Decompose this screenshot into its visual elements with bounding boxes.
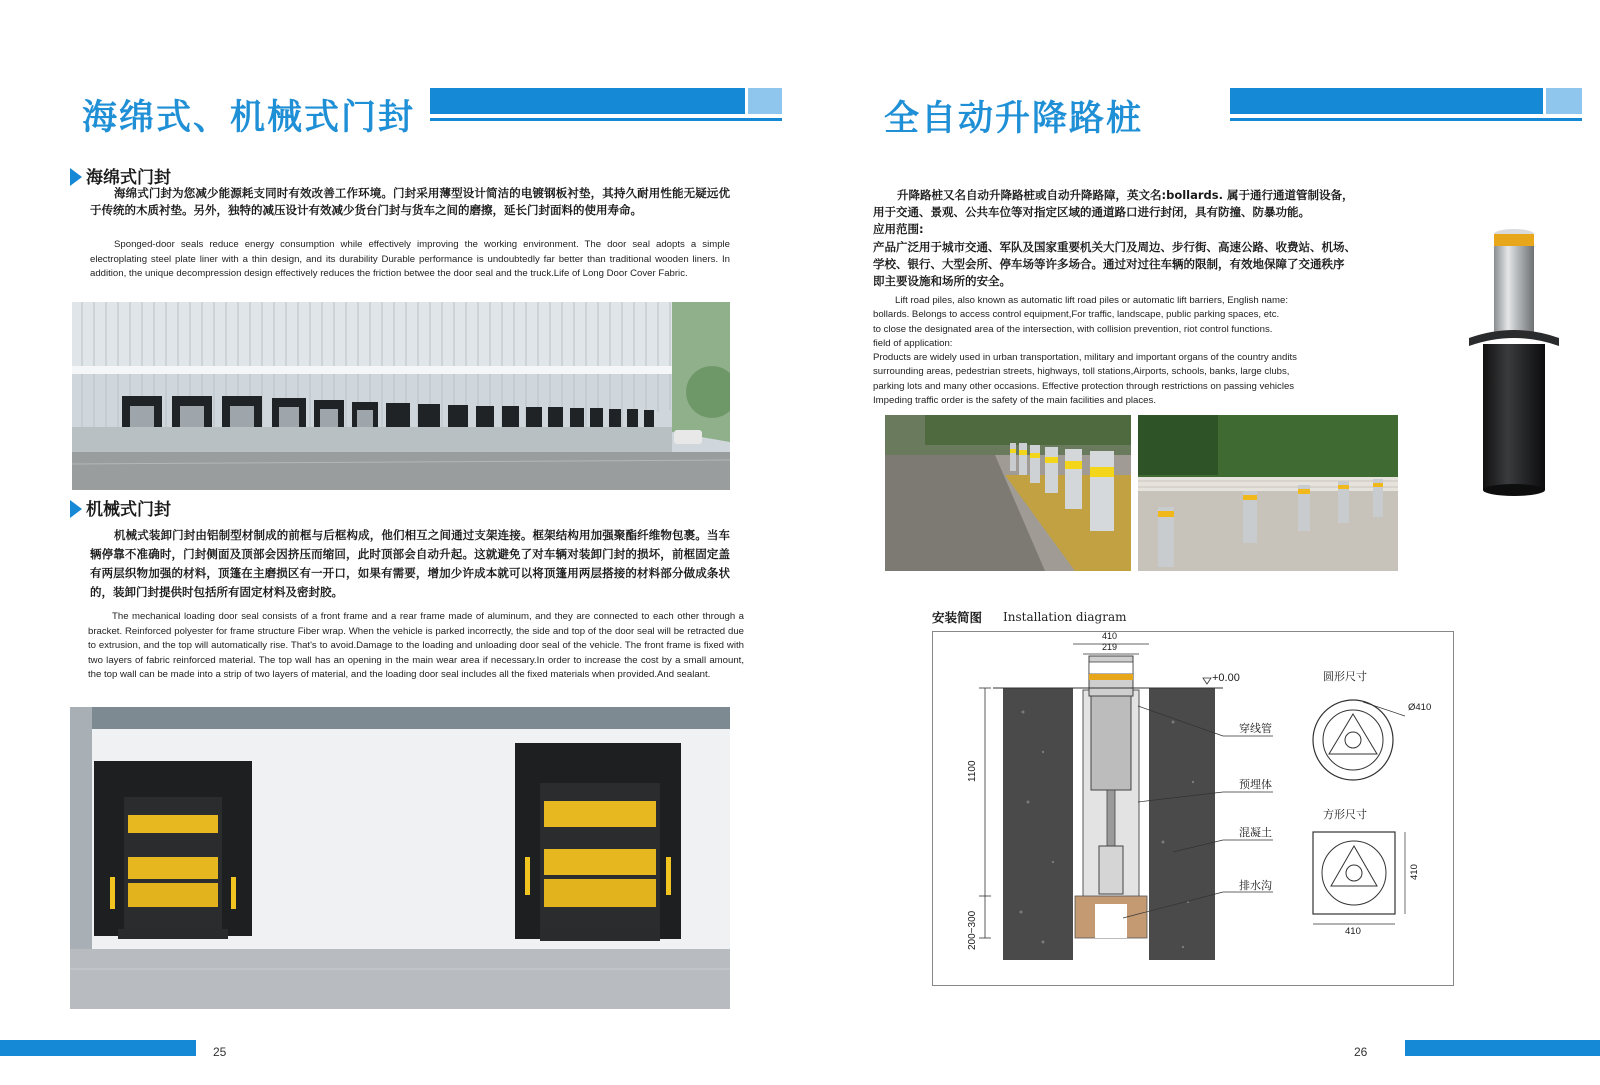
en-line: bollards. Belongs to access control equipment,For traffic, landscape, public parking spaces, etc. [873, 309, 1280, 321]
depth-label: 200~300 [967, 910, 978, 950]
en-line: Products are widely used in urban transportation, military and important organs of the country andits [873, 352, 1297, 364]
en-line: Impeding traffic order is the safety of the main facilities and places. [873, 395, 1156, 407]
square-size-dim-vertical: 410 [1409, 864, 1420, 880]
section-heading-mechanical [70, 495, 171, 520]
left-page-number: 25 [213, 1045, 227, 1059]
mechanical-en-text: The mechanical loading door seal consists of a front frame and a rear frame made of aluminum, and they are connected to each other through a bracket. Reinforced polyester for frame structure Fiber wrap. When the vehicle is parked incorrectly, the side and top of the door seal will be retracted due to extrusion, and the top will automatically rise. That's to avoid.Damage to the loading and unloading door seal of the vehicle. The front frame is fixed with two layers of fabric reinforced material. The top wall has an opening in the main wear area if necessary.In order to increase the cost by a small amount, the top wall can be made into a strip of two layers of material, and the loading door seal includes all the fixed materials when provided.And sealant. [88, 611, 744, 681]
square-size-title: 方形尺寸 [1323, 808, 1367, 821]
diagram-label-en: Installation diagram [1003, 610, 1127, 624]
bollard-en-block [873, 294, 1433, 408]
dim-219-label: 219 [1102, 642, 1118, 652]
bollard-cn-block [873, 187, 1433, 290]
bollard-product-image [1465, 226, 1565, 510]
round-size-dim: Ø410 [1408, 702, 1432, 713]
part-label-concrete: 混凝土 [1239, 826, 1272, 839]
left-footer-bar [0, 1040, 196, 1056]
arrow-icon [70, 500, 82, 518]
right-page-number: 26 [1354, 1045, 1368, 1059]
arrow-icon [70, 168, 82, 186]
bollard-street-photo-2 [1138, 415, 1398, 571]
square-size-dim-horizontal: 410 [1345, 926, 1361, 937]
right-footer-bar [1405, 1040, 1600, 1056]
en-line: Lift road piles, also known as automatic lift road piles or automatic lift barriers, English name: [895, 295, 1288, 306]
cn-line: 应用范围: [873, 222, 924, 237]
cn-line: 学校、银行、大型会所、停车场等许多场合。通过对过往车辆的限制，有效地保障了交通秩序 [873, 256, 1345, 271]
height-1100-label: 1100 [967, 760, 978, 782]
sponge-cn-text: 海绵式门封为您减少能源耗支同时有效改善工作环境。门封采用薄型设计简洁的电镀钢板衬垫，其持久耐用性能无疑远优于传统的木质衬垫。另外，独特的减压设计有效减少货台门封与货车之间的磨擦，延长门封面料的使用寿命。 [90, 186, 730, 217]
cn-line: 产品广泛用于城市交通、军队及国家重要机关大门及周边、步行街、高速公路、收费站、机场、 [873, 239, 1356, 254]
right-title-bar [1230, 88, 1582, 114]
installation-diagram [932, 631, 1454, 986]
en-line: to close the designated area of the intersection, with collision prevention, riot control functions. [873, 323, 1273, 335]
section-heading-mechanical-text: 机械式门封 [86, 500, 171, 520]
mechanical-cn-text: 机械式装卸门封由铝制型材制成的前框与后框构成，他们相互之间通过支架连接。框架结构用加强聚酯纤维物包裹。当车辆停靠不准确时，门封侧面及顶部会因挤压而缩回，此时顶部会自动升起。这就避免了对车辆对装卸门封的损坏，前框固定盖有两层织物加强的材料，顶篷在主磨损区有一开口，如果有需要，增加少许成本就可以将顶篷用两层搭接的材料部分做成条状的，装卸门封提供时包括所有固定材料及密封胶。 [90, 528, 730, 599]
warehouse-photo [72, 302, 730, 490]
section-heading-sponge-text: 海绵式门封 [86, 168, 171, 188]
en-line: parking lots and many other occasions. Effective protection through restrictions on passing vehicles [873, 380, 1295, 392]
right-page-title: 全自动升降路桩 [884, 99, 1144, 139]
bollard-street-photo-1 [885, 415, 1131, 571]
en-line: surrounding areas, pedestrian streets, highways, toll stations,Airports, schools, banks, large clubs, [873, 366, 1290, 378]
door-seal-photo [70, 707, 730, 1009]
cn-line: 升降路桩又名自动升降路桩或自动升降路障，英文名:bollards. 属于通行通道管制设备， [897, 188, 1354, 202]
cn-line: 用于交通、景观、公共车位等对指定区域的通道路口进行封闭，具有防撞、防暴功能。 [873, 205, 1310, 220]
part-label-embedded: 预埋体 [1239, 778, 1272, 791]
ground-level-label: +0.00 [1212, 672, 1240, 684]
part-label-drain: 排水沟 [1239, 879, 1272, 892]
part-label-conduit: 穿线管 [1239, 722, 1272, 735]
en-line: field of application: [873, 337, 953, 349]
left-page-title: 海绵式、机械式门封 [82, 98, 416, 138]
round-size-title: 圆形尺寸 [1323, 670, 1367, 683]
diagram-label-cn: 安装简图 [932, 610, 983, 625]
sponge-en-text: Sponged-door seals reduce energy consumption while effectively improving the working environment. The door seal adopts a simple electroplating steel plate liner with a thin design, and its durability Durable performance is undoubtedly far better than traditional wooden liners. In addition, the unique decompression design effectively reduces the friction betwee the door seal and the truck.Life of Long Door Cover Fabric. [90, 239, 730, 280]
left-title-bar [430, 88, 782, 114]
dim-410-label: 410 [1102, 631, 1118, 641]
cn-line: 即主要设施和场所的安全。 [873, 274, 1011, 289]
